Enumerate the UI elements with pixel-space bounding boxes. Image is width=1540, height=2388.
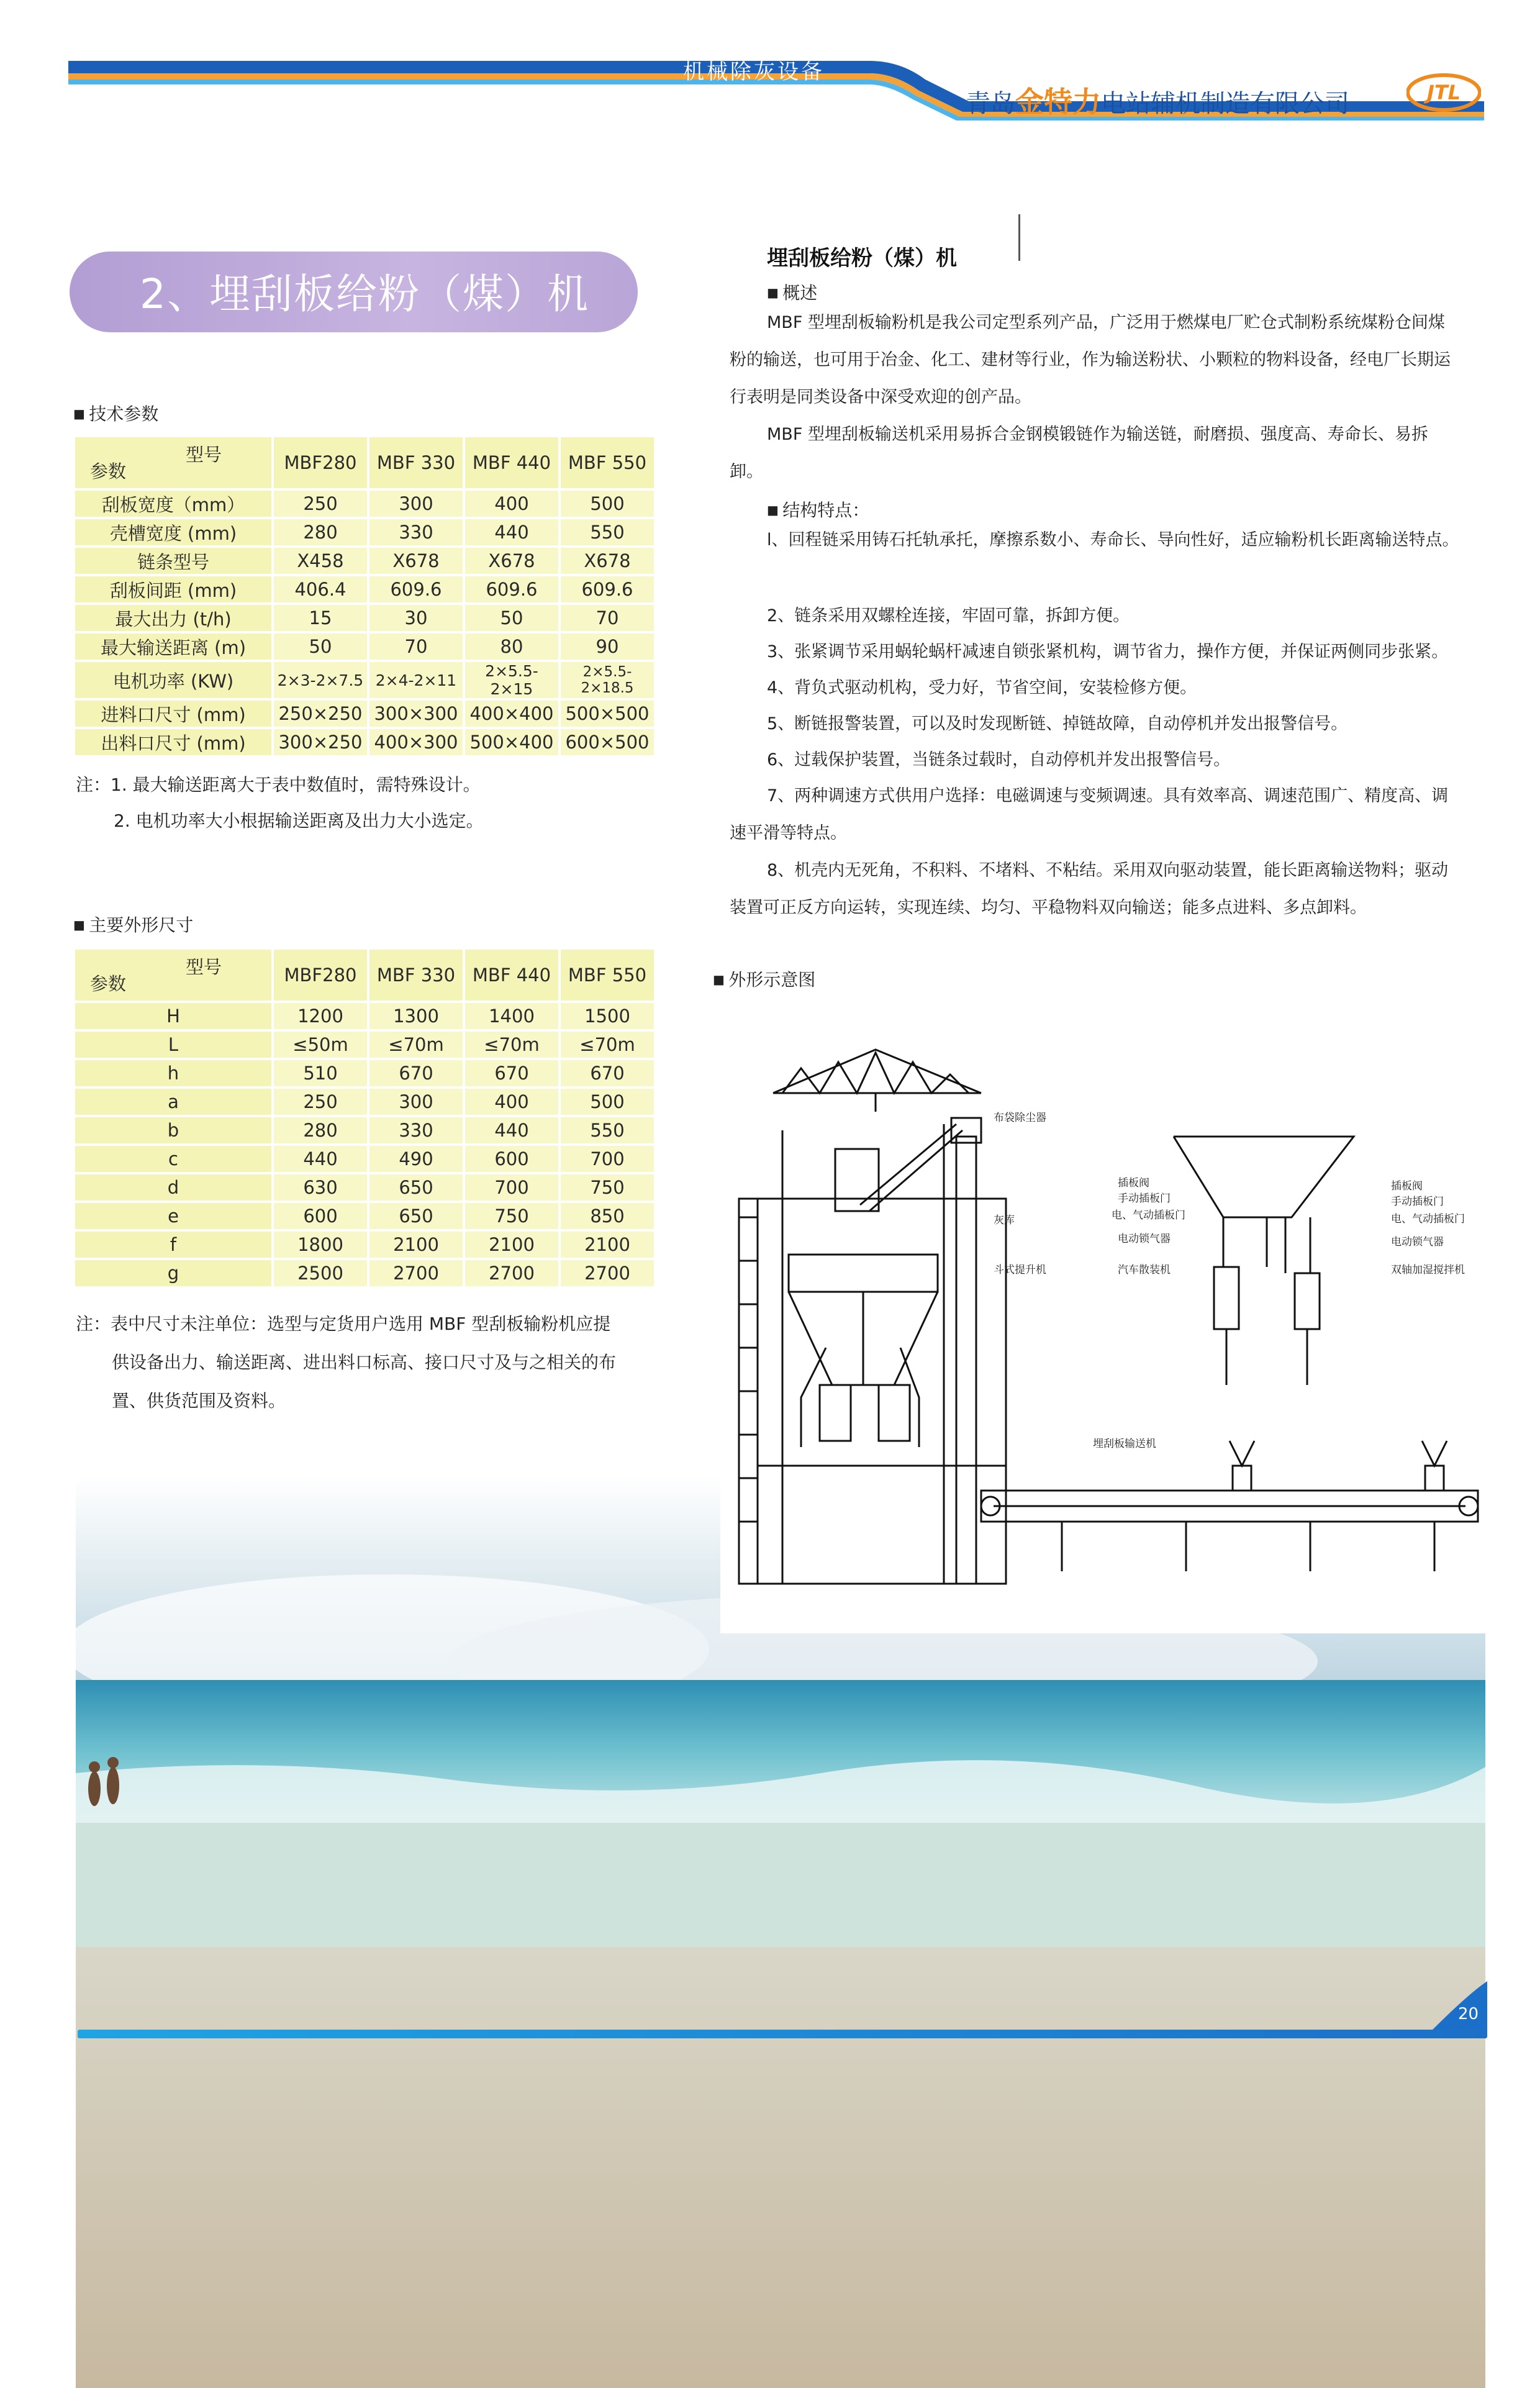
cell: 2100 <box>561 1232 654 1258</box>
cell: ≤50m <box>274 1032 367 1058</box>
tech-params-heading: ■ 技术参数 <box>73 401 158 425</box>
diagram-label: 双轴加湿搅拌机 <box>1391 1264 1465 1276</box>
tech-note-2: 2. 电机功率大小根据输送距离及出力大小选定。 <box>114 810 484 831</box>
table-row <box>75 701 654 727</box>
cell: X678 <box>465 548 558 574</box>
cell: 500 <box>561 491 654 517</box>
company-name <box>966 79 1349 120</box>
row-label: f <box>75 1232 271 1258</box>
row-label: L <box>75 1032 271 1058</box>
cell: 1800 <box>274 1232 367 1258</box>
cell: 250 <box>274 491 367 517</box>
cell: 30 <box>369 605 463 631</box>
table-row <box>75 548 654 574</box>
cell: 400 <box>465 1089 558 1115</box>
table-row <box>75 1146 654 1172</box>
diagram-label: 布袋除尘器 <box>994 1112 1046 1124</box>
feature-item: l、回程链采用铸石托轨承托，摩擦系数小、寿命长、导向性好，适应输粉机长距离输送特点。 <box>767 530 1459 550</box>
cell: 609.6 <box>465 576 558 602</box>
cell: 600×500 <box>561 729 654 755</box>
model-header: MBF 440 <box>465 950 558 1001</box>
cell: 400 <box>465 491 558 517</box>
cell: 1500 <box>561 1003 654 1029</box>
cell: 2700 <box>369 1260 463 1286</box>
diagram-label: 电、气动插板门 <box>1112 1209 1185 1222</box>
cell: 300×300 <box>369 701 463 727</box>
corner-model: 型号 <box>185 956 222 978</box>
row-label: c <box>75 1146 271 1172</box>
cell: X678 <box>561 548 654 574</box>
cell: 250 <box>274 1089 367 1115</box>
table-row <box>75 1060 654 1086</box>
table-row <box>75 1117 654 1143</box>
cell: 280 <box>274 1117 367 1143</box>
cell: 550 <box>561 519 654 545</box>
dims-note-1: 注：表中尺寸未注单位：选型与定货用户选用 MBF 型刮板输粉机应提 <box>76 1314 611 1334</box>
cell: 750 <box>561 1174 654 1201</box>
overview-heading: ■ 概述 <box>767 279 817 304</box>
feature-item: 8、机壳内无死角，不积料、不堵料、不粘结。采用双向驱动装置，能长距离输送物料；驱动装置可正反方向运转，实现连续、均匀、平稳物料双向输送；能多点进料、多点卸料。 <box>730 861 1449 917</box>
table-row <box>75 576 654 602</box>
cell: 609.6 <box>561 576 654 602</box>
table-row <box>75 633 654 660</box>
cell: 500×500 <box>561 701 654 727</box>
cell: ≤70m <box>369 1032 463 1058</box>
diagram-label: 灰库 <box>994 1214 1015 1227</box>
cell: 50 <box>274 633 367 660</box>
cell: 2×5.5-2×18.5 <box>561 662 654 698</box>
model-header: MBF 330 <box>369 950 463 1001</box>
diagram-heading: ■ 外形示意图 <box>713 966 815 991</box>
page-title: 2、埋刮板给粉（煤）机 <box>140 270 589 318</box>
features-heading: ■ 结构特点： <box>767 497 869 522</box>
cell: 1300 <box>369 1003 463 1029</box>
cell: 670 <box>561 1060 654 1086</box>
cell: 750 <box>465 1203 558 1229</box>
cell: 400×400 <box>465 701 558 727</box>
row-label: 刮板宽度（mm） <box>75 491 271 517</box>
model-header: MBF 330 <box>369 437 463 488</box>
row-label: H <box>75 1003 271 1029</box>
table-row <box>75 662 654 698</box>
diagram-label: 电、气动插板门 <box>1391 1213 1465 1225</box>
row-label: 电机功率 (KW) <box>75 662 271 698</box>
cell: 70 <box>369 633 463 660</box>
equipment-diagram <box>720 1012 1490 1633</box>
row-label: 最大出力 (t/h) <box>75 605 271 631</box>
table-row <box>75 491 654 517</box>
table-row <box>75 519 654 545</box>
diagram-labels <box>994 1112 1465 1450</box>
diagram-label: 手动插板门 <box>1391 1196 1444 1208</box>
cell: 90 <box>561 633 654 660</box>
cell: 550 <box>561 1117 654 1143</box>
table-row <box>75 1232 654 1258</box>
company-brand: 金特力 <box>1015 85 1101 119</box>
cell: 609.6 <box>369 576 463 602</box>
cell: 300×250 <box>274 729 367 755</box>
cell: 700 <box>465 1174 558 1201</box>
cell: 250×250 <box>274 701 367 727</box>
diagram-label: 汽车散装机 <box>1118 1264 1171 1276</box>
cell: 490 <box>369 1146 463 1172</box>
diagram-label: 插板阀 <box>1391 1180 1423 1192</box>
company-prefix: 青岛 <box>966 89 1015 118</box>
cell: 500×400 <box>465 729 558 755</box>
overview-paragraph-2: MBF 型埋刮板输送机采用易拆合金钢模锻链作为输送链，耐磨损、强度高、寿命长、易拆卸。 <box>730 425 1428 481</box>
section-tab: 机械除灰设备 <box>683 60 825 84</box>
cell: 2100 <box>465 1232 558 1258</box>
row-label: 壳槽宽度 (mm) <box>75 519 271 545</box>
dims-heading: ■ 主要外形尺寸 <box>73 912 193 937</box>
diagram-label: 埋刮板输送机 <box>1093 1438 1156 1450</box>
row-label: 链条型号 <box>75 548 271 574</box>
table-row <box>75 1003 654 1029</box>
company-suffix: 电站辅机制造有限公司 <box>1101 89 1349 118</box>
cell: ≤70m <box>465 1032 558 1058</box>
dims-table <box>73 947 656 1289</box>
row-label: g <box>75 1260 271 1286</box>
cell: 15 <box>274 605 367 631</box>
row-label: 刮板间距 (mm) <box>75 576 271 602</box>
cell: 2×4-2×11 <box>369 662 463 698</box>
cell: 300 <box>369 491 463 517</box>
row-label: e <box>75 1203 271 1229</box>
cell: 330 <box>369 519 463 545</box>
table-row <box>75 729 654 755</box>
diagram-label: 斗式提升机 <box>994 1264 1046 1276</box>
feature-item: 5、断链报警装置，可以及时发现断链、掉链故障，自动停机并发出报警信号。 <box>767 714 1348 733</box>
feature-item: 2、链条采用双螺栓连接，牢固可靠，拆卸方便。 <box>767 606 1130 625</box>
cell: 2100 <box>369 1232 463 1258</box>
cell: 650 <box>369 1174 463 1201</box>
cell: 406.4 <box>274 576 367 602</box>
cell: 2700 <box>561 1260 654 1286</box>
cell: 670 <box>465 1060 558 1086</box>
cell: 2×5.5-2×15 <box>465 662 558 698</box>
dims-note-3: 置、供货范围及资料。 <box>112 1391 286 1411</box>
row-label: d <box>75 1174 271 1201</box>
row-label: a <box>75 1089 271 1115</box>
cell: 650 <box>369 1203 463 1229</box>
cell: 850 <box>561 1203 654 1229</box>
cell: 280 <box>274 519 367 545</box>
row-label: 最大输送距离 (m) <box>75 633 271 660</box>
row-label: h <box>75 1060 271 1086</box>
cell: 440 <box>465 519 558 545</box>
model-header: MBF 550 <box>561 950 654 1001</box>
model-header: MBF 550 <box>561 437 654 488</box>
table-row <box>75 1032 654 1058</box>
company-logo <box>1406 73 1481 112</box>
feature-item: 6、过载保护装置，当链条过载时，自动停机并发出报警信号。 <box>767 750 1231 770</box>
table-row <box>75 1260 654 1286</box>
diagram-label: 电动锁气器 <box>1391 1236 1444 1248</box>
page-number: 20 <box>1458 2005 1479 2023</box>
cell: X678 <box>369 548 463 574</box>
footer-line <box>78 2030 1487 2038</box>
diagram-label: 手动插板门 <box>1118 1192 1171 1205</box>
cell: 600 <box>274 1203 367 1229</box>
cell: 700 <box>561 1146 654 1172</box>
feature-item: 4、背负式驱动机构，受力好，节省空间，安装检修方便。 <box>767 678 1197 697</box>
model-header: MBF 440 <box>465 437 558 488</box>
feature-item: 7、两种调速方式供用户选择：电磁调速与变频调速。具有效率高、调速范围广、精度高、调速平滑等特点。 <box>730 786 1449 843</box>
cell: 1400 <box>465 1003 558 1029</box>
cell: 300 <box>369 1089 463 1115</box>
diagram-label: 插板阀 <box>1118 1177 1149 1189</box>
cell: 50 <box>465 605 558 631</box>
cell: 630 <box>274 1174 367 1201</box>
cell: 2500 <box>274 1260 367 1286</box>
cell: 2×3-2×7.5 <box>274 662 367 698</box>
table-row <box>75 1174 654 1201</box>
cell: X458 <box>274 548 367 574</box>
table-row <box>75 1203 654 1229</box>
table-row <box>75 605 654 631</box>
cell: 500 <box>561 1089 654 1115</box>
divider <box>1018 214 1020 261</box>
right-title: 埋刮板给粉（煤）机 <box>767 246 957 271</box>
cell: 80 <box>465 633 558 660</box>
row-label: b <box>75 1117 271 1143</box>
cell: 440 <box>465 1117 558 1143</box>
cell: 600 <box>465 1146 558 1172</box>
tech-params-table <box>73 435 656 758</box>
feature-item: 3、张紧调节采用蜗轮蜗杆减速自锁张紧机构，调节省力，操作方便，并保证两侧同步张紧。 <box>767 642 1449 661</box>
model-header: MBF280 <box>274 437 367 488</box>
cell: 510 <box>274 1060 367 1086</box>
corner-param: 参数 <box>90 973 127 994</box>
cell: 670 <box>369 1060 463 1086</box>
cell: 330 <box>369 1117 463 1143</box>
cell: 70 <box>561 605 654 631</box>
overview-paragraph-1: MBF 型埋刮板输粉机是我公司定型系列产品，广泛用于燃煤电厂贮仓式制粉系统煤粉仓间煤粉的输送，也可用于冶金、化工、建材等行业，作为输送粉状、小颗粒的物料设备，经电厂长期运行表明是同类设备中深受欢迎的创产品。 <box>730 313 1451 407</box>
logo-text: JTL <box>1426 81 1461 104</box>
row-label: 出料口尺寸 (mm) <box>75 729 271 755</box>
cell: 1200 <box>274 1003 367 1029</box>
table-row <box>75 1089 654 1115</box>
corner-param: 参数 <box>90 461 127 482</box>
row-label: 进料口尺寸 (mm) <box>75 701 271 727</box>
diagram-label: 电动锁气器 <box>1118 1233 1171 1245</box>
cell: 440 <box>274 1146 367 1172</box>
dims-note-2: 供设备出力、输送距离、进出料口标高、接口尺寸及与之相关的布 <box>112 1352 617 1373</box>
cell: 400×300 <box>369 729 463 755</box>
model-header: MBF280 <box>274 950 367 1001</box>
corner-model: 型号 <box>185 444 222 465</box>
tech-note-1: 注：1. 最大输送距离大于表中数值时，需特殊设计。 <box>76 774 481 795</box>
cell: ≤70m <box>561 1032 654 1058</box>
cell: 2700 <box>465 1260 558 1286</box>
